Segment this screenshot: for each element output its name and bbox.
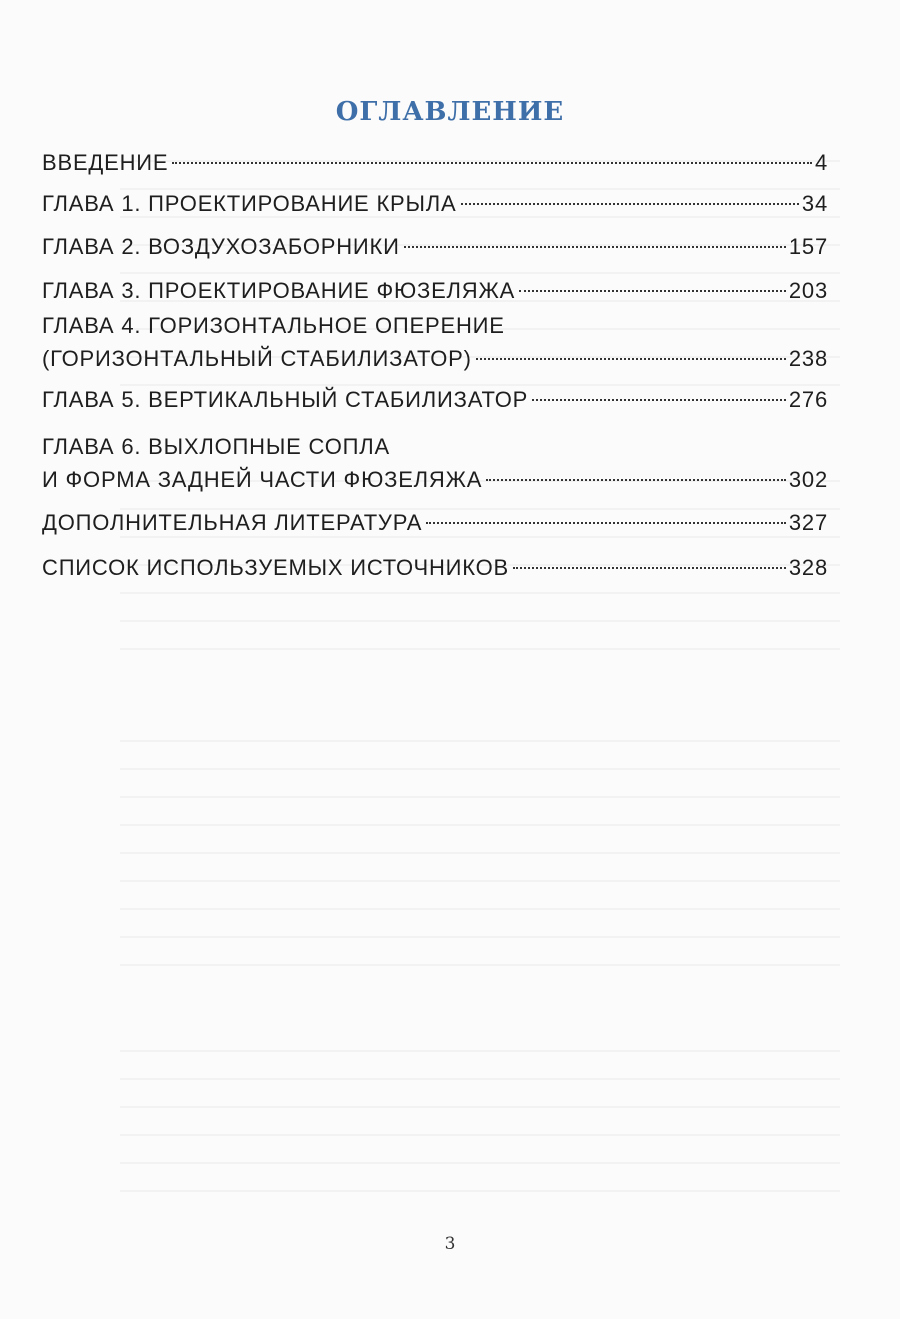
toc-entry-title: ГЛАВА 3. ПРОЕКТИРОВАНИЕ ФЮЗЕЛЯЖА: [42, 278, 516, 303]
toc-entry-line: [42, 506, 828, 539]
bleed-through-texture: [120, 620, 840, 622]
toc-entry-title: ДОПОЛНИТЕЛЬНАЯ ЛИТЕРАТУРА: [42, 510, 423, 535]
bleed-through-texture: [120, 908, 840, 910]
toc-entry-chapter-5[interactable]: [42, 383, 828, 416]
toc-entry-title: ГЛАВА 5. ВЕРТИКАЛЬНЫЙ СТАБИЛИЗАТОР: [42, 387, 529, 412]
toc-entry-line: [42, 383, 828, 416]
toc-entry-line: [42, 274, 828, 307]
dot-leader: [532, 399, 786, 401]
toc-page-number: 4: [814, 150, 828, 175]
toc-entry-title: ВВЕДЕНИЕ: [42, 150, 169, 175]
bleed-through-texture: [120, 592, 840, 594]
dot-leader: [404, 246, 786, 248]
toc-entry-line: [42, 342, 828, 375]
bleed-through-texture: [120, 852, 840, 854]
bleed-through-texture: [120, 768, 840, 770]
bleed-through-texture: [120, 936, 840, 938]
bleed-through-texture: [120, 824, 840, 826]
dot-leader: [486, 479, 786, 481]
page-number: 3: [444, 1234, 456, 1254]
dot-leader: [461, 203, 799, 205]
toc-page-number: 157: [788, 234, 828, 259]
toc-entry-chapter-2[interactable]: [42, 230, 828, 263]
bleed-through-texture: [120, 1162, 840, 1164]
toc-page-number: 328: [788, 555, 828, 580]
toc-entry-line: [42, 463, 828, 496]
bleed-through-texture: [120, 1134, 840, 1136]
toc-entry-further-reading[interactable]: [42, 506, 828, 539]
toc-page-number: 238: [788, 346, 828, 371]
toc-page-number: 34: [801, 191, 828, 216]
toc-entry-title: СПИСОК ИСПОЛЬЗУЕМЫХ ИСТОЧНИКОВ: [42, 555, 510, 580]
page-title: ОГЛАВЛЕНИЕ: [335, 97, 565, 128]
toc-entry-title: ГЛАВА 6. ВЫХЛОПНЫЕ СОПЛА: [42, 434, 390, 459]
toc-entry-line: [42, 187, 828, 220]
toc-page-number: 203: [788, 278, 828, 303]
bleed-through-texture: [120, 880, 840, 882]
dot-leader: [426, 522, 786, 524]
toc-page-number: 302: [788, 467, 828, 492]
toc-entry-line: [42, 230, 828, 263]
toc-entry-title: ГЛАВА 2. ВОЗДУХОЗАБОРНИКИ: [42, 234, 400, 259]
toc-entry-chapter-6[interactable]: [42, 430, 828, 496]
dot-leader: [519, 290, 786, 292]
toc-entry-references[interactable]: [42, 551, 828, 584]
bleed-through-texture: [120, 1106, 840, 1108]
bleed-through-texture: [120, 648, 840, 650]
toc-entry-title: ГЛАВА 1. ПРОЕКТИРОВАНИЕ КРЫЛА: [42, 191, 457, 216]
bleed-through-texture: [120, 796, 840, 798]
toc-page-number: 276: [788, 387, 828, 412]
toc-entry-line: [42, 551, 828, 584]
dot-leader: [513, 567, 786, 569]
toc-entry-introduction[interactable]: [42, 146, 828, 179]
bleed-through-texture: [120, 1078, 840, 1080]
toc-entry-title-continued: (ГОРИЗОНТАЛЬНЫЙ СТАБИЛИЗАТОР): [42, 346, 472, 371]
toc-entry-chapter-4[interactable]: [42, 309, 828, 375]
table-of-contents: [42, 146, 828, 584]
toc-entry-title: ГЛАВА 4. ГОРИЗОНТАЛЬНОЕ ОПЕРЕНИЕ: [42, 313, 505, 338]
dot-leader: [476, 358, 786, 360]
toc-entry-line: [42, 146, 828, 179]
toc-page-number: 327: [788, 510, 828, 535]
bleed-through-texture: [120, 740, 840, 742]
toc-entry-chapter-3[interactable]: [42, 274, 828, 307]
bleed-through-texture: [120, 1190, 840, 1192]
dot-leader: [172, 162, 812, 164]
toc-entry-chapter-1[interactable]: [42, 187, 828, 220]
toc-entry-title-continued: И ФОРМА ЗАДНЕЙ ЧАСТИ ФЮЗЕЛЯЖА: [42, 467, 483, 492]
bleed-through-texture: [120, 964, 840, 966]
bleed-through-texture: [120, 1050, 840, 1052]
